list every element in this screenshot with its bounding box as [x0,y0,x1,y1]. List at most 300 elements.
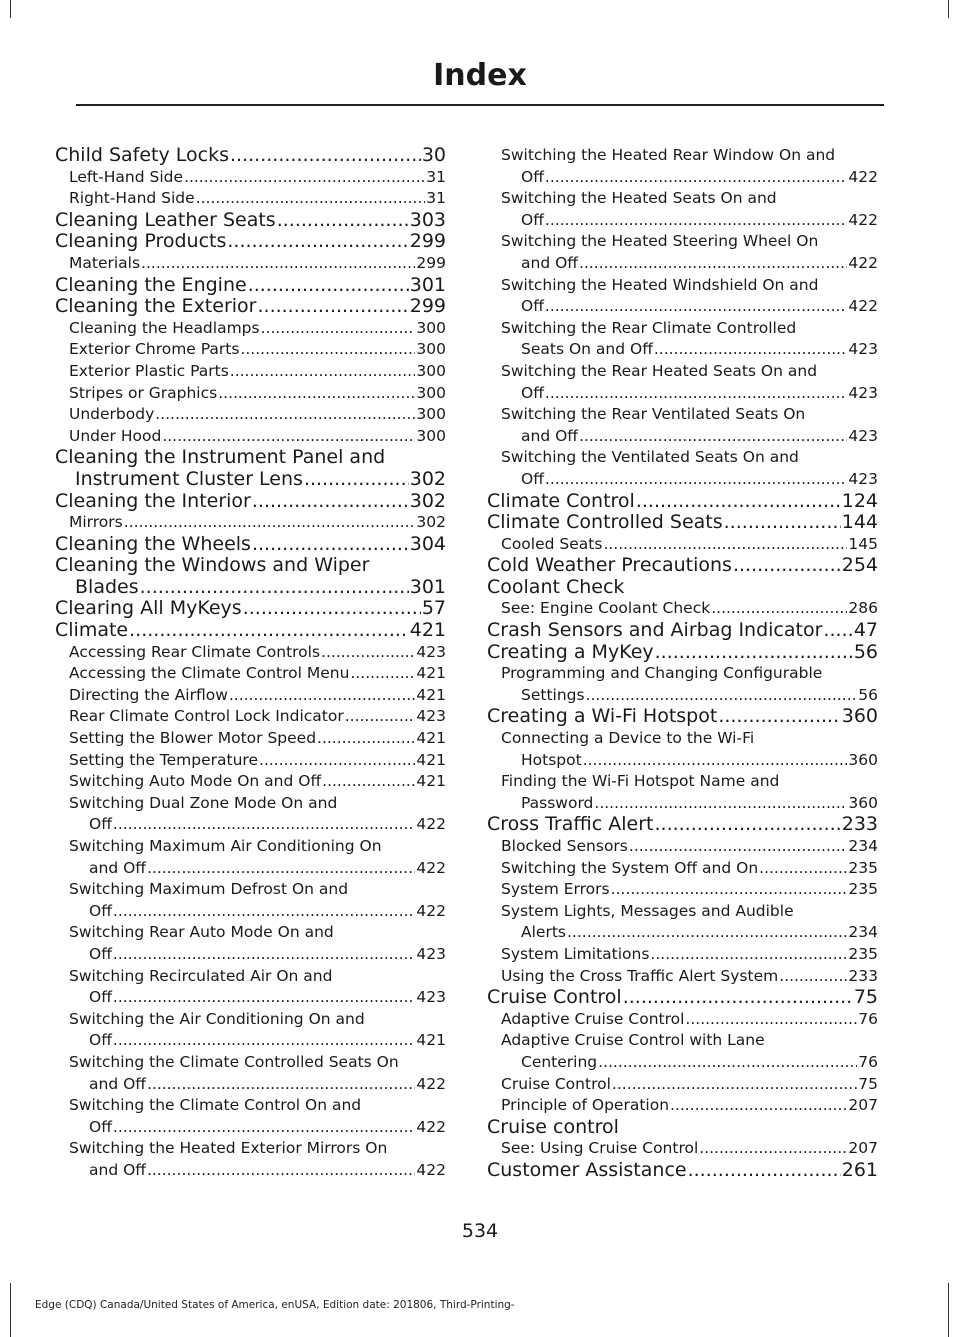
index-entry [487,771,878,814]
index-entry-label: Setting the Blower Motor Speed [69,729,317,748]
leader-dots [699,1138,847,1160]
index-entry-label: Switching Auto Mode On and Off [69,772,322,791]
index-page-number[interactable]: 304 [409,532,446,555]
index-entry [55,598,446,620]
index-page-number[interactable]: 423 [848,469,878,488]
index-page-number[interactable]: 360 [841,705,878,728]
index-entry-first-line: Switching Recirculated Air On and [69,966,333,985]
index-entry-label: Stripes or Graphics [69,383,218,402]
index-entry-label: Customer Assistance [487,1158,687,1181]
leader-dots [545,469,848,491]
leader-dots [155,404,415,426]
index-entry-first-line: Switching the Heated Rear Window On and [501,146,836,164]
page-title: Index [433,58,527,93]
index-entry-label: Cruise Control [487,986,622,1009]
index-page-number[interactable]: 235 [848,944,878,963]
index-entry-label: Password [521,793,594,812]
index-entry-label: Right-Hand Side [69,189,195,208]
leader-dots [218,383,415,405]
index-page-number[interactable]: 423 [416,642,446,661]
index-page-number[interactable]: 76 [858,1052,878,1071]
index-page-number[interactable]: 301 [409,575,446,598]
leader-dots [724,512,841,534]
index-page-number[interactable]: 421 [416,664,446,683]
index-entry-first-line: Switching the Ventilated Seats On and [501,448,799,467]
leader-dots [230,145,421,167]
leader-dots [654,339,848,361]
leader-dots [579,253,847,275]
index-entry-label: Climate Controlled Seats [487,511,723,534]
index-entry [55,145,446,167]
index-page-number[interactable]: 360 [848,793,878,812]
index-page-number[interactable]: 422 [848,297,878,316]
index-entry [55,426,446,448]
index-entry [55,210,446,232]
leader-dots [567,922,847,944]
leader-dots [654,814,840,836]
index-entry-label: Directing the Airflow [69,685,228,704]
index-entry-label: Child Safety Locks [55,144,230,166]
leader-dots [612,1074,857,1096]
index-page-number[interactable]: 301 [409,273,446,296]
index-page-number[interactable]: 423 [416,988,446,1007]
index-entry [55,836,446,879]
index-entry [55,922,446,965]
leader-dots [113,814,416,836]
index-entry-first-line: Switching Rear Auto Mode On and [69,923,334,942]
leader-dots [636,491,841,513]
index-entry [55,231,446,253]
leader-dots [688,1160,841,1182]
index-entry-label: Cruise Control [501,1074,611,1093]
index-entry [55,642,446,664]
crop-mark-top-right-v [948,0,949,18]
index-page-number[interactable]: 302 [416,513,446,532]
leader-dots [545,210,848,232]
index-entry [487,944,878,966]
index-entry-label: Cooled Seats [501,534,603,553]
leader-dots [629,836,848,858]
index-entry-label: Off [521,469,544,488]
index-page-number[interactable]: 299 [409,295,446,318]
index-entry-first-line: Cleaning the Windows and Wiper [55,554,370,577]
index-entry [55,620,446,642]
index-page-number[interactable]: 423 [416,944,446,963]
index-entry-first-line: Switching Maximum Air Conditioning On [69,837,382,855]
index-entry-label: Climate [55,619,129,642]
index-entry [487,858,878,880]
index-page-number[interactable]: 234 [848,923,878,942]
leader-dots [147,1074,415,1096]
leader-dots [733,555,841,577]
index-heading: Cruise control [487,1115,619,1138]
index-entry-label: Centering [521,1052,598,1071]
index-entry-first-line: Programming and Changing Configurable [501,664,823,683]
index-entry-label: Hotspot [521,750,582,769]
index-entry-first-line: Switching the Air Conditioning On and [69,1009,365,1028]
page-number: 534 [461,1220,499,1242]
index-entry [487,534,878,556]
index-entry [487,901,878,944]
leader-dots [779,966,847,988]
index-entry-label: Accessing Rear Climate Controls [69,642,321,661]
leader-dots [304,469,409,491]
index-entry [487,642,878,664]
index-entry [55,383,446,405]
index-entry [55,275,446,297]
index-page-number[interactable]: 31 [426,167,446,186]
index-entry-label: Cross Traffic Alert [487,813,654,836]
index-entry-label: Off [521,383,544,402]
index-entry [55,1052,446,1095]
index-entry-label: Accessing the Climate Control Menu [69,664,350,683]
leader-dots [603,534,847,556]
index-entry-label: Left-Hand Side [69,167,184,186]
index-entry-label: Off [89,815,112,834]
index-entry-first-line: Switching the Heated Exterior Mirrors On [69,1139,388,1158]
leader-dots [650,944,847,966]
index-entry [487,814,878,836]
index-page-number[interactable]: 421 [416,685,446,704]
index-entry-label: Off [521,167,544,186]
index-entry [487,1117,878,1139]
index-entry-label: and Off [89,1074,146,1093]
index-column-right [487,145,878,1182]
index-entry [55,491,446,513]
index-page-number[interactable]: 57 [421,597,446,620]
leader-dots [113,901,416,923]
index-entry-label: Exterior Chrome Parts [69,340,240,359]
index-entry [487,145,878,188]
leader-dots [345,706,416,728]
index-entry-first-line: Finding the Wi-Fi Hotspot Name and [501,772,780,791]
index-entry [487,555,878,577]
index-entry [487,620,878,642]
index-entry-first-line: Switching the Heated Seats On and [501,189,777,208]
index-page-number[interactable]: 302 [409,467,446,490]
index-page-number[interactable]: 422 [416,858,446,877]
index-entry-label: Rear Climate Control Lock Indicator [69,707,344,726]
index-page-number[interactable]: 421 [416,750,446,769]
index-page-number[interactable]: 300 [416,426,446,445]
index-page-number[interactable]: 233 [841,813,878,836]
index-entry [487,598,878,620]
index-entry [55,339,446,361]
index-entry [55,879,446,922]
index-column-left [55,145,446,1182]
index-entry-label: Off [89,988,112,1007]
index-entry-first-line: Switching the Heated Windshield On and [501,275,819,294]
leader-dots [243,598,421,620]
leader-dots [718,706,840,728]
index-entry-first-line: System Lights, Messages and Audible [501,901,794,920]
index-page-number[interactable]: 360 [848,750,878,769]
index-entry-label: Cold Weather Precautions [487,554,732,577]
index-entry [487,728,878,771]
index-entry [487,577,878,599]
index-entry-label: Cleaning Products [55,230,227,253]
index-entry-label: Mirrors [69,513,123,532]
index-entry-label: See: Using Cruise Control [501,1139,699,1158]
index-entry-label: Adaptive Cruise Control [501,1009,685,1028]
leader-dots [229,685,416,707]
index-page-number[interactable]: 31 [426,189,446,208]
index-entry [487,663,878,706]
index-entry [487,836,878,858]
crop-mark-bottom-left-v [10,1283,11,1337]
index-entry-first-line: Switching the Rear Ventilated Seats On [501,405,806,424]
index-page-number[interactable]: 207 [848,1096,878,1115]
index-entry [55,685,446,707]
index-entry-label: Alerts [521,923,566,942]
index-page-number[interactable]: 302 [409,489,446,512]
index-entry [487,1030,878,1073]
leader-dots [147,1160,415,1182]
index-entry-label: Under Hood [69,426,162,445]
index-entry-label: See: Engine Coolant Check [501,599,711,618]
index-entry-label: Off [89,1117,112,1136]
index-page-number[interactable]: 254 [841,554,878,577]
leader-dots [321,642,415,664]
index-page-number[interactable]: 421 [416,1031,446,1050]
leader-dots [598,1052,857,1074]
index-entry-label: System Limitations [501,944,650,963]
leader-dots [545,296,848,318]
index-entry-label: Cleaning the Interior [55,489,251,512]
leader-dots [259,750,415,772]
leader-dots [583,750,848,772]
leader-dots [162,426,415,448]
index-entry [487,188,878,231]
index-entry [55,167,446,189]
index-entry-first-line: Switching the Rear Climate Controlled [501,318,797,337]
index-entry [487,318,878,361]
index-entry-label: System Errors [501,880,610,899]
index-entry [55,534,446,556]
index-page-number[interactable]: 75 [858,1074,878,1093]
index-page-number[interactable]: 144 [841,511,878,534]
leader-dots [350,663,415,685]
index-entry [55,1009,446,1052]
index-entry-label: Crash Sensors and Airbag Indicator [487,619,823,642]
index-entry-label: Clearing All MyKeys [55,597,242,620]
index-entry [487,275,878,318]
index-entry-label: Blocked Sensors [501,837,628,855]
index-page-number[interactable]: 300 [416,405,446,424]
leader-dots [141,253,415,275]
index-entry [55,555,446,598]
index-page-number[interactable]: 423 [416,707,446,726]
index-entry-label: Creating a Wi-Fi Hotspot [487,705,718,728]
index-entry [487,966,878,988]
index-entry-label: Cleaning the Wheels [55,532,251,555]
index-entry [55,318,446,340]
index-entry [55,512,446,534]
index-page-number[interactable]: 76 [858,1009,878,1028]
leader-dots [823,620,852,642]
leader-dots [113,1030,416,1052]
leader-dots [252,491,409,513]
index-entry-label: Cleaning the Engine [55,273,247,296]
index-page-number[interactable]: 422 [416,815,446,834]
index-page-number[interactable]: 234 [848,837,878,855]
index-page-number[interactable]: 145 [848,534,878,553]
index-page-number[interactable]: 261 [841,1158,878,1181]
index-entry-label: Creating a MyKey [487,640,654,663]
index-page-number[interactable]: 303 [409,208,446,231]
index-entry [55,966,446,1009]
index-entry-label: and Off [521,253,578,272]
index-heading: Coolant Check [487,575,625,598]
leader-dots [261,318,416,340]
index-entry-first-line: Adaptive Cruise Control with Lane [501,1031,765,1050]
index-page-number[interactable]: 422 [848,210,878,229]
index-page-number[interactable]: 300 [416,361,446,380]
index-page-number[interactable]: 75 [853,986,878,1009]
index-page-number[interactable]: 235 [848,858,878,877]
index-page-number[interactable]: 300 [416,383,446,402]
index-page-number[interactable]: 423 [848,426,878,445]
index-entry-first-line: Switching Dual Zone Mode On and [69,793,338,812]
index-entry [55,447,446,490]
index-entry [487,1074,878,1096]
index-entry [55,706,446,728]
leader-dots [184,167,425,189]
index-entry [55,404,446,426]
index-entry-label: Off [521,297,544,316]
index-entry [487,987,878,1009]
index-page-number[interactable]: 421 [416,772,446,791]
index-entry-label: Cleaning Leather Seats [55,208,276,231]
index-page-number[interactable]: 300 [416,318,446,337]
index-entry-label: Off [89,1031,112,1050]
index-entry [487,706,878,728]
index-entry-label: Cleaning the Exterior [55,295,257,318]
crop-mark-bottom-right-v [948,1283,949,1337]
index-entry-label: Underbody [69,405,155,424]
index-entry [55,253,446,275]
header-divider [76,104,884,106]
index-page-number[interactable]: 423 [848,383,878,402]
index-entry [55,188,446,210]
index-page-number[interactable]: 233 [848,966,878,985]
index-entry-label: Instrument Cluster Lens [75,467,303,490]
index-page-number[interactable]: 286 [848,599,878,618]
index-entry-label: Exterior Plastic Parts [69,361,229,380]
index-page-number[interactable]: 421 [416,729,446,748]
index-page-number[interactable]: 423 [848,340,878,359]
index-entry [55,1095,446,1138]
index-page-number[interactable]: 422 [848,167,878,186]
index-page-number[interactable]: 299 [409,230,446,253]
index-entry-label: Settings [521,685,585,704]
index-entry-first-line: Switching the Climate Controlled Seats On [69,1052,399,1071]
index-entry [487,1009,878,1031]
leader-dots [240,339,415,361]
index-page-number[interactable]: 207 [848,1139,878,1158]
index-entry [55,296,446,318]
leader-dots [711,598,847,620]
index-entry-label: Blades [75,575,139,598]
index-page-number[interactable]: 422 [848,253,878,272]
index-page-number[interactable]: 300 [416,340,446,359]
index-entry-first-line: Switching the Climate Control On and [69,1096,362,1115]
index-entry-label: Using the Cross Traffic Alert System [501,966,779,985]
footer-edition: Edge (CDQ) Canada/United States of America, enUSA, Edition date: 201806, Third-Printing- [35,1299,515,1311]
index-page-number[interactable]: 299 [416,253,446,272]
index-page-number[interactable]: 422 [416,1074,446,1093]
index-page-number[interactable]: 56 [853,640,878,663]
index-entry-label: Off [89,944,112,963]
leader-dots [129,620,409,642]
index-page-number[interactable]: 421 [409,619,446,642]
leader-dots [140,577,409,599]
leader-dots [257,296,408,318]
index-entry-label: Principle of Operation [501,1096,670,1115]
index-page-number[interactable]: 30 [421,144,446,166]
index-entry [55,793,446,836]
leader-dots [147,858,415,880]
leader-dots [113,944,416,966]
leader-dots [196,188,426,210]
leader-dots [586,685,858,707]
index-entry-first-line: Switching the Heated Steering Wheel On [501,232,819,251]
leader-dots [623,987,853,1009]
index-entry [55,728,446,750]
index-page-number[interactable]: 56 [858,685,878,704]
leader-dots [685,1009,857,1031]
index-page-number[interactable]: 124 [841,489,878,512]
leader-dots [611,879,848,901]
leader-dots [124,512,416,534]
leader-dots [545,167,848,189]
index-entry-label: Cleaning the Headlamps [69,318,260,337]
index-entry-first-line: Cleaning the Instrument Panel and [55,446,386,469]
index-entry [487,512,878,534]
index-entry [487,1138,878,1160]
index-entry [55,750,446,772]
leader-dots [545,383,848,405]
index-entry-first-line: Switching Maximum Defrost On and [69,880,349,899]
index-entry-label: Off [89,901,112,920]
leader-dots [579,426,847,448]
index-entry-label: Climate Control [487,489,635,512]
index-entry [487,1160,878,1182]
index-entry-first-line: Switching the Rear Heated Seats On and [501,361,818,380]
index-entry-label: and Off [89,858,146,877]
leader-dots [594,793,847,815]
index-entry [487,231,878,274]
index-page-number[interactable]: 422 [416,1117,446,1136]
crop-mark-top-left-v [10,0,11,18]
leader-dots [248,275,409,297]
leader-dots [227,231,408,253]
index-entry-first-line: Connecting a Device to the Wi-Fi [501,729,755,748]
leader-dots [113,1117,416,1139]
index-entry-label: Off [521,210,544,229]
index-page-number[interactable]: 235 [848,880,878,899]
index-page-number[interactable]: 422 [416,901,446,920]
index-entry [487,1095,878,1117]
index-entry [55,1138,446,1181]
index-page-number[interactable]: 422 [416,1160,446,1179]
index-entry [487,361,878,404]
leader-dots [759,858,847,880]
leader-dots [113,987,416,1009]
index-entry-label: Switching the System Off and On [501,858,759,877]
index-page-number[interactable]: 47 [853,619,878,642]
index-entry-label: Materials [69,253,141,272]
